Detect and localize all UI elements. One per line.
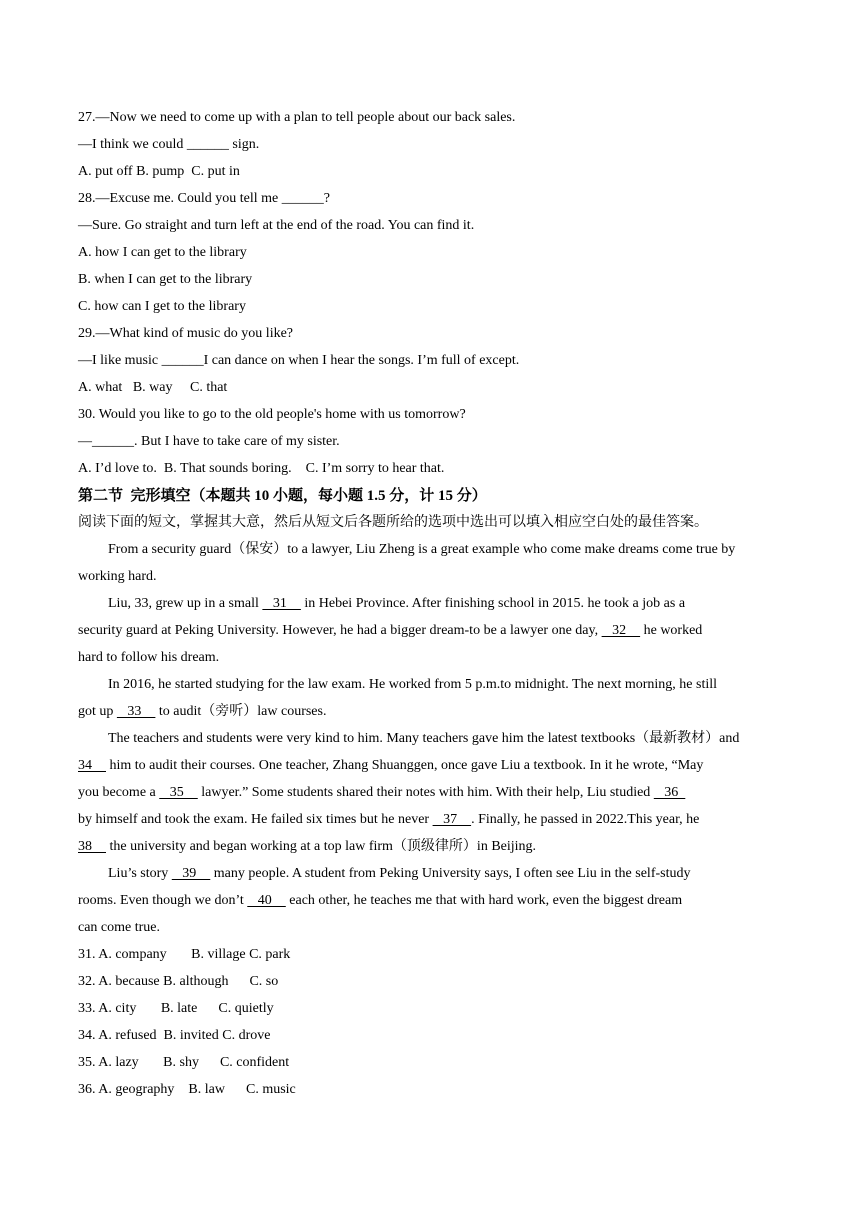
passage-p1-line1: From a security guard（保安）to a lawyer, Liu Zheng is a great example who come make dreams come true by: [108, 542, 736, 557]
blank-37: 37: [432, 812, 472, 827]
blank-33: 33: [116, 704, 156, 719]
passage-p3-line2: [78, 702, 326, 722]
blank-40: 40: [247, 893, 286, 908]
passage-p2-line3: hard to follow his dream.: [78, 650, 220, 665]
q28-reply: —Sure. Go straight and turn left at the end of the road. You can find it.: [78, 218, 475, 233]
passage-p4-line2: [78, 756, 703, 776]
option-34: 34. A. refused B. invited C. drove: [78, 1028, 271, 1043]
passage-p3-line1: In 2016, he started studying for the law exam. He worked from 5 p.m.to midnight. The next morning, he still: [108, 677, 718, 692]
blank-38: 38: [78, 839, 106, 854]
text: Liu, 33, grew up in a small: [108, 596, 263, 611]
option-33: 33. A. city B. late C. quietly: [78, 1001, 274, 1016]
text: . Finally, he passed in 2022.This year, he: [471, 812, 700, 827]
blank-36: 36: [653, 785, 686, 800]
blank-34: 34: [78, 758, 106, 773]
passage-p4-line1: The teachers and students were very kind to him. Many teachers gave him the latest textbooks（最新教材）and: [108, 731, 740, 746]
text: him to audit their courses. One teacher, Zhang Shuanggen, once gave Liu a textbook. In it he wrote, “May: [106, 758, 704, 773]
text: rooms. Even though we don’t: [78, 893, 248, 908]
q28-stem: 28.—Excuse me. Could you tell me ______?: [78, 191, 330, 206]
text: you become a: [78, 785, 160, 800]
q27-options: A. put off B. pump C. put in: [78, 164, 240, 179]
blank-39: 39: [171, 866, 211, 881]
option-36: 36. A. geography B. law C. music: [78, 1082, 296, 1097]
passage-p4-line3: [78, 783, 685, 803]
passage-p4-line5: [78, 837, 536, 857]
q28-option-c: C. how can I get to the library: [78, 299, 246, 314]
passage-p4-line4: [78, 810, 699, 830]
q27-stem: 27.—Now we need to come up with a plan to tell people about our back sales.: [78, 110, 516, 125]
passage-p1-line2: working hard.: [78, 569, 157, 584]
passage-p2-line2: [78, 621, 702, 641]
q30-reply: —______. But I have to take care of my sister.: [78, 434, 340, 449]
text: Liu’s story: [108, 866, 172, 881]
text: each other, he teaches me that with hard work, even the biggest dream: [285, 893, 683, 908]
q28-option-a: A. how I can get to the library: [78, 245, 247, 260]
section-instruction: 阅读下面的短文，掌握其大意，然后从短文后各题所给的选项中选出可以填入相应空白处的最佳答案。: [78, 515, 708, 530]
option-32: 32. A. because B. although C. so: [78, 974, 279, 989]
text: lawyer.” Some students shared their notes with him. With their help, Liu studied: [197, 785, 654, 800]
q27-reply: —I think we could ______ sign.: [78, 137, 260, 152]
passage-p5-line2: [78, 891, 682, 911]
q28-option-b: B. when I can get to the library: [78, 272, 253, 287]
blank-35: 35: [159, 785, 198, 800]
text: he worked: [640, 623, 703, 638]
q29-reply: —I like music ______I can dance on when I hear the songs. I’m full of except.: [78, 353, 520, 368]
text: by himself and took the exam. He failed six times but he never: [78, 812, 433, 827]
passage-p5-line1: [108, 864, 690, 884]
text: the university and began working at a top law firm（顶级律所）in Beijing.: [106, 839, 537, 854]
q30-stem: 30. Would you like to go to the old people's home with us tomorrow?: [78, 407, 466, 422]
passage-p2-line1: [108, 594, 685, 614]
text: security guard at Peking University. However, he had a bigger dream-to be a lawyer one day,: [78, 623, 602, 638]
q29-options: A. what B. way C. that: [78, 380, 228, 395]
q29-stem: 29.—What kind of music do you like?: [78, 326, 294, 341]
q30-options: A. I’d love to. B. That sounds boring. C. I’m sorry to hear that.: [78, 461, 445, 476]
passage-p5-line3: can come true.: [78, 920, 161, 935]
option-35: 35. A. lazy B. shy C. confident: [78, 1055, 290, 1070]
text: to audit（旁听）law courses.: [155, 704, 327, 719]
text: in Hebei Province. After finishing school in 2015. he took a job as a: [300, 596, 686, 611]
blank-32: 32: [601, 623, 641, 638]
text: got up: [78, 704, 117, 719]
option-31: 31. A. company B. village C. park: [78, 947, 291, 962]
text: many people. A student from Peking University says, I often see Liu in the self-study: [210, 866, 691, 881]
section-heading: 第二节 完形填空（本题共 10 小题，每小题 1.5 分，计 15 分）: [78, 488, 487, 504]
blank-31: 31: [262, 596, 301, 611]
